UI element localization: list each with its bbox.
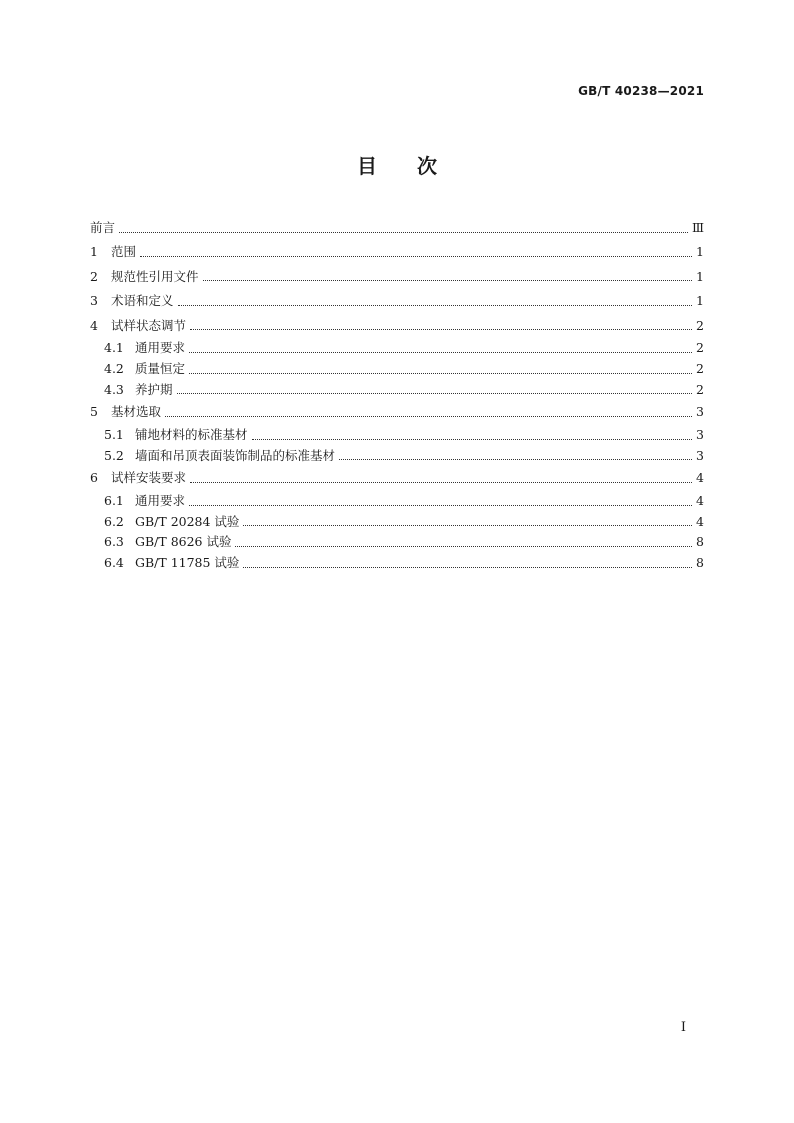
- toc-entry-title: 墙面和吊顶表面装饰制品的标准基材: [135, 447, 336, 463]
- toc-entry[interactable]: [90, 446, 704, 467]
- toc-entry-page: 4: [696, 492, 704, 508]
- toc-entry-title: GB/T 20284 试验: [135, 513, 240, 529]
- toc-entry-title: 范围: [111, 244, 137, 260]
- toc-entry-number: 6: [90, 470, 98, 486]
- toc-entry[interactable]: [90, 338, 704, 359]
- toc-dot-leader: [243, 525, 692, 526]
- toc-entry[interactable]: [90, 425, 704, 446]
- toc-entry-page: 3: [696, 404, 704, 420]
- toc-dot-leader: [189, 352, 692, 353]
- toc-entry[interactable]: [90, 553, 704, 574]
- toc-dot-leader: [189, 373, 692, 374]
- toc-dot-leader: [339, 459, 692, 460]
- table-of-contents: [90, 216, 704, 574]
- toc-entry-page: Ⅲ: [691, 220, 704, 235]
- toc-entry-title: 铺地材料的标准基材: [135, 426, 248, 442]
- toc-entry-number: 6.2: [104, 513, 124, 529]
- toc-entry-number: 6.3: [104, 534, 124, 550]
- toc-dot-leader: [190, 329, 692, 330]
- toc-entry-title: 质量恒定: [135, 360, 186, 376]
- toc-dot-leader: [252, 439, 692, 440]
- toc-entry-number: 4.3: [104, 381, 124, 397]
- toc-entry[interactable]: [90, 491, 704, 512]
- toc-entry[interactable]: [90, 400, 704, 424]
- toc-entry-number: 4.2: [104, 360, 124, 376]
- toc-entry-number: 6.4: [104, 555, 124, 571]
- toc-entry-number: 4.1: [104, 339, 124, 355]
- toc-entry-title: 养护期: [135, 381, 173, 397]
- toc-entry-page: 8: [696, 534, 704, 550]
- page-folio: I: [680, 1020, 686, 1035]
- toc-entry[interactable]: [90, 265, 704, 289]
- toc-dot-leader: [140, 256, 692, 257]
- toc-dot-leader: [189, 505, 692, 506]
- toc-dot-leader: [243, 567, 692, 568]
- toc-entry-number: 5.2: [104, 447, 124, 463]
- toc-entry-title: GB/T 8626 试验: [135, 534, 232, 550]
- toc-entry-title: 通用要求: [135, 492, 186, 508]
- toc-entry-title: 基材选取: [111, 404, 162, 420]
- toc-entry-page: 2: [696, 381, 704, 397]
- toc-entry-title: 通用要求: [135, 339, 186, 355]
- toc-entry[interactable]: [90, 466, 704, 490]
- toc-entry-number: 5.1: [104, 426, 124, 442]
- standard-code: GB/T 40238—2021: [578, 84, 704, 98]
- toc-entry-page: 8: [696, 555, 704, 571]
- toc-entry-number: 2: [90, 268, 98, 284]
- toc-entry-page: 2: [696, 360, 704, 376]
- toc-entry-title: 试样安装要求: [111, 470, 187, 486]
- toc-entry-title: 试样状态调节: [111, 317, 187, 333]
- toc-dot-leader: [190, 482, 692, 483]
- toc-entry[interactable]: [90, 240, 704, 264]
- toc-entry-title: 术语和定义: [111, 293, 174, 309]
- toc-entry[interactable]: [90, 289, 704, 313]
- toc-dot-leader: [119, 232, 688, 233]
- toc-entry-page: 2: [696, 317, 704, 333]
- toc-title: 目次: [357, 154, 477, 178]
- toc-entry[interactable]: [90, 380, 704, 401]
- toc-entry[interactable]: [90, 512, 704, 533]
- toc-entry-number: 6.1: [104, 492, 124, 508]
- toc-entry-page: 1: [696, 293, 704, 309]
- toc-dot-leader: [178, 305, 692, 306]
- toc-entry-number: 5: [90, 404, 98, 420]
- toc-dot-leader: [203, 280, 692, 281]
- toc-entry-page: 1: [696, 268, 704, 284]
- toc-entry-page: 4: [696, 470, 704, 486]
- toc-entry-page: 1: [696, 244, 704, 260]
- toc-entry-page: 4: [696, 513, 704, 529]
- toc-entry[interactable]: [90, 532, 704, 553]
- toc-entry[interactable]: [90, 359, 704, 380]
- toc-entry[interactable]: [90, 216, 704, 240]
- toc-entry-page: 3: [696, 426, 704, 442]
- toc-entry-number: 1: [90, 244, 98, 260]
- toc-entry-title: 前言: [90, 220, 116, 235]
- toc-entry-number: 3: [90, 293, 98, 309]
- toc-entry-page: 2: [696, 339, 704, 355]
- toc-entry-page: 3: [696, 447, 704, 463]
- toc-entry-number: 4: [90, 317, 98, 333]
- toc-dot-leader: [165, 416, 692, 417]
- toc-entry[interactable]: [90, 314, 704, 338]
- toc-dot-leader: [235, 546, 692, 547]
- toc-entry-title: GB/T 11785 试验: [135, 555, 240, 571]
- toc-dot-leader: [177, 393, 692, 394]
- toc-entry-title: 规范性引用文件: [111, 268, 199, 284]
